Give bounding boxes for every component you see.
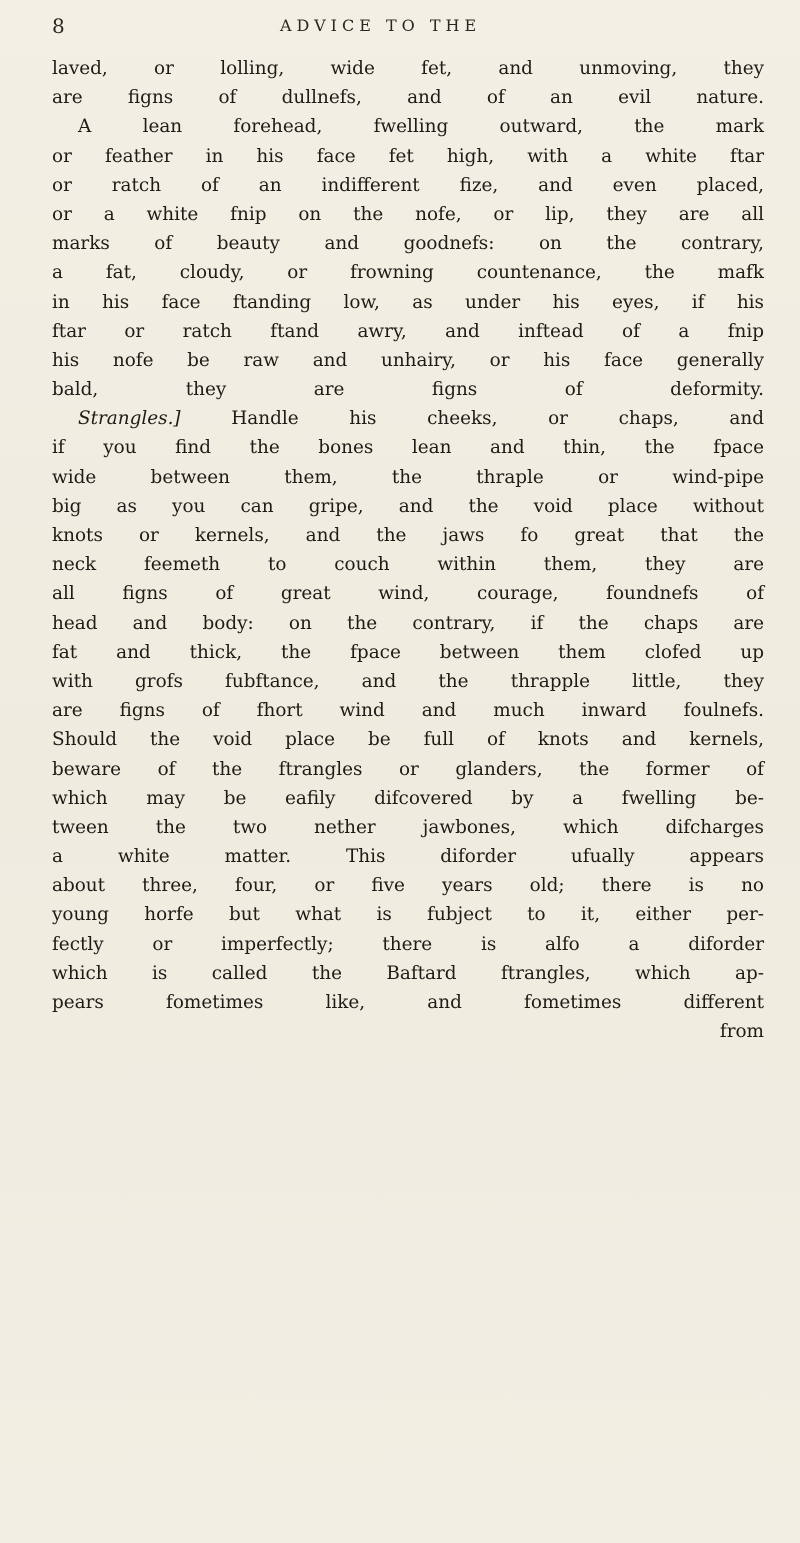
line-text: big as you can gripe, and the void place without	[52, 495, 764, 517]
line-text: his nofe be raw and unhairy, or his face generally	[52, 349, 764, 371]
text-line	[52, 638, 764, 667]
line-text: Should the void place be full of knots and kernels,	[52, 729, 764, 751]
text-line	[52, 579, 764, 608]
text-line	[52, 696, 764, 725]
text-line	[52, 842, 764, 871]
line-text: beware of the ftrangles or glanders, the former of	[52, 758, 764, 780]
text-line	[52, 813, 764, 842]
line-text: or feather in his face fet high, with a white ftar	[52, 145, 764, 167]
line-text: fectly or imperfectly; there is alfo a diforder	[52, 933, 764, 955]
text-line	[52, 346, 764, 375]
line-text: which is called the Baftard ftrangles, which ap-	[52, 962, 764, 984]
line-text: in his face ftanding low, as under his eyes, if his	[52, 291, 764, 313]
line-text: a white matter. This diforder ufually appears	[52, 846, 764, 868]
text-line	[52, 521, 764, 550]
text-line	[52, 784, 764, 813]
line-text: from	[719, 1021, 764, 1043]
text-line	[52, 667, 764, 696]
line-text: marks of beauty and goodnefs: on the contrary,	[52, 233, 764, 255]
line-text: ftar or ratch ftand awry, and inftead of a fnip	[52, 320, 764, 342]
text-line	[52, 142, 764, 171]
line-text: head and body: on the contrary, if the chaps are	[52, 612, 764, 634]
line-text: or ratch of an indifferent fize, and even placed,	[52, 174, 764, 196]
body-text	[52, 54, 764, 1046]
line-text: tween the two nether jawbones, which difcharges	[52, 816, 764, 838]
text-line	[52, 609, 764, 638]
text-line	[52, 871, 764, 900]
text-line	[52, 988, 764, 1017]
section-lead: Strangles.]	[78, 408, 181, 430]
running-head: ADVICE TO THE	[280, 16, 482, 35]
text-line	[52, 375, 764, 404]
text-line	[52, 258, 764, 287]
line-text: about three, four, or five years old; there is no	[52, 875, 764, 897]
line-text: with grofs fubftance, and the thrapple little, they	[52, 670, 764, 692]
line-text: are figns of fhort wind and much inward foulnefs.	[52, 700, 764, 722]
line-text: all figns of great wind, courage, foundnefs of	[52, 583, 764, 605]
line-text: if you find the bones lean and thin, the fpace	[52, 437, 764, 459]
page-header	[52, 14, 752, 44]
line-text: or a white fnip on the nofe, or lip, they are all	[52, 203, 764, 225]
text-line	[52, 54, 764, 83]
line-text: Handle his cheeks, or chaps, and	[180, 408, 764, 430]
text-line	[52, 433, 764, 462]
text-line	[52, 900, 764, 929]
line-text: young horfe but what is fubject to it, either per-	[52, 904, 764, 926]
text-line	[52, 112, 764, 141]
text-line	[52, 463, 764, 492]
text-line	[52, 930, 764, 959]
page-number: 8	[52, 14, 65, 38]
text-line	[52, 83, 764, 112]
line-text: A lean forehead, fwelling outward, the mark	[78, 116, 764, 138]
line-text: which may be eafily difcovered by a fwelling be-	[52, 787, 764, 809]
text-line	[52, 404, 764, 433]
line-text: laved, or lolling, wide fet, and unmoving, they	[52, 58, 764, 79]
text-line	[52, 755, 764, 784]
text-line	[52, 200, 764, 229]
line-text: bald, they are figns of deformity.	[52, 379, 764, 401]
text-line	[52, 317, 764, 346]
text-line	[52, 492, 764, 521]
text-line	[52, 171, 764, 200]
text-line	[52, 288, 764, 317]
line-text: neck feemeth to couch within them, they are	[52, 554, 764, 576]
line-text: pears fometimes like, and fometimes different	[52, 992, 764, 1013]
text-line	[52, 229, 764, 258]
line-text: a fat, cloudy, or frowning countenance, the mafk	[52, 262, 764, 284]
line-text: wide between them, the thraple or wind-pipe	[52, 466, 764, 488]
text-line	[52, 959, 764, 988]
text-line	[52, 725, 764, 754]
text-line	[52, 550, 764, 579]
line-text: are figns of dullnefs, and of an evil nature.	[52, 87, 764, 109]
catchword	[52, 1017, 764, 1046]
line-text: knots or kernels, and the jaws fo great that the	[52, 525, 764, 546]
line-text: fat and thick, the fpace between them clofed up	[52, 641, 764, 663]
